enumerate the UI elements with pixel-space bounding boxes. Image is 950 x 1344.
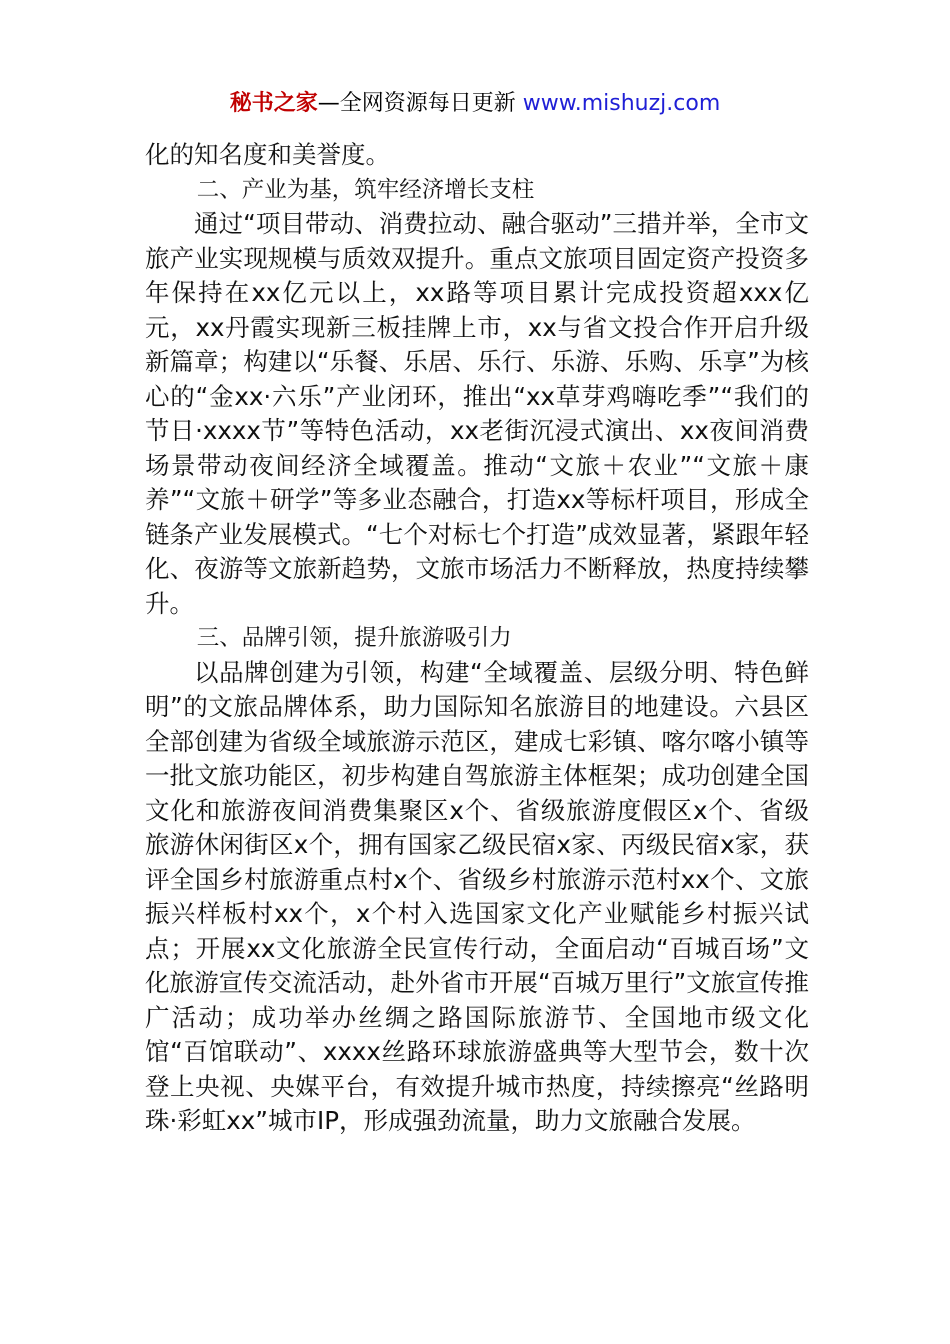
site-header [0,88,950,120]
document-body [145,138,809,1139]
site-url-link[interactable]: www.mishuzj.com [522,91,721,116]
section-2-paragraph: 通过“项目带动、消费拉动、融合驱动”三措并举，全市文旅产业实现规模与质效双提升。重点文旅项目固定资产投资多年保持在xx亿元以上，xx路等项目累计完成投资超xxx亿元，xx丹霞实现新三板挂牌上市，xx与省文投合作开启升级新篇章；构建以“乐餐、乐居、乐行、乐游、乐购、乐享”为核心的“金xx·六乐”产业闭环，推出“xx草芽鸡嗨吃季”“我们的节日·xxxx节”等特色活动，xx老街沉浸式演出、xx夜间消费场景带动夜间经济全域覆盖。推动“文旅＋农业”“文旅＋康养”“文旅＋研学”等多业态融合，打造xx等标杆项目，形成全链条产业发展模式。“七个对标七个打造”成效显著，紧跟年轻化、夜游等文旅新趋势，文旅市场活力不断释放，热度持续攀升。 [145,209,809,618]
site-brand: 秘书之家 [229,91,318,116]
section-3-heading: 三、品牌引领，提升旅游吸引力 [196,625,512,651]
section-2-heading: 二、产业为基，筑牢经济增长支柱 [196,176,535,203]
section-3-paragraph: 以品牌创建为引领，构建“全域覆盖、层级分明、特色鲜明”的文旅品牌体系，助力国际知名旅游目的地建设。六县区全部创建为省级全域旅游示范区，建成七彩镇、喀尔喀小镇等一批文旅功能区，初步构建自驾旅游主体框架；成功创建全国文化和旅游夜间消费集聚区x个、省级旅游度假区x个、省级旅游休闲街区x个，拥有国家乙级民宿x家、丙级民宿x家，获评全国乡村旅游重点村x个、省级乡村旅游示范村xx个、文旅振兴样板村xx个，x个村入选国家文化产业赋能乡村振兴试点；开展xx文化旅游全民宣传行动，全面启动“百城百场”文化旅游宣传交流活动，赴外省市开展“百城万里行”文旅宣传推广活动；成功举办丝绸之路国际旅游节、全国地市级文化馆“百馆联动”、xxxx丝路环球旅游盛典等大型节会，数十次登上央视、央媒平台，有效提升城市热度，持续擦亮“丝路明珠·彩虹xx”城市IP，形成强劲流量，助力文旅融合发展。 [145,657,809,1135]
header-dash: — [317,91,340,116]
site-tagline: 全网资源每日更新 [339,91,523,116]
continuation-paragraph: 化的知名度和美誉度。 [145,140,390,169]
